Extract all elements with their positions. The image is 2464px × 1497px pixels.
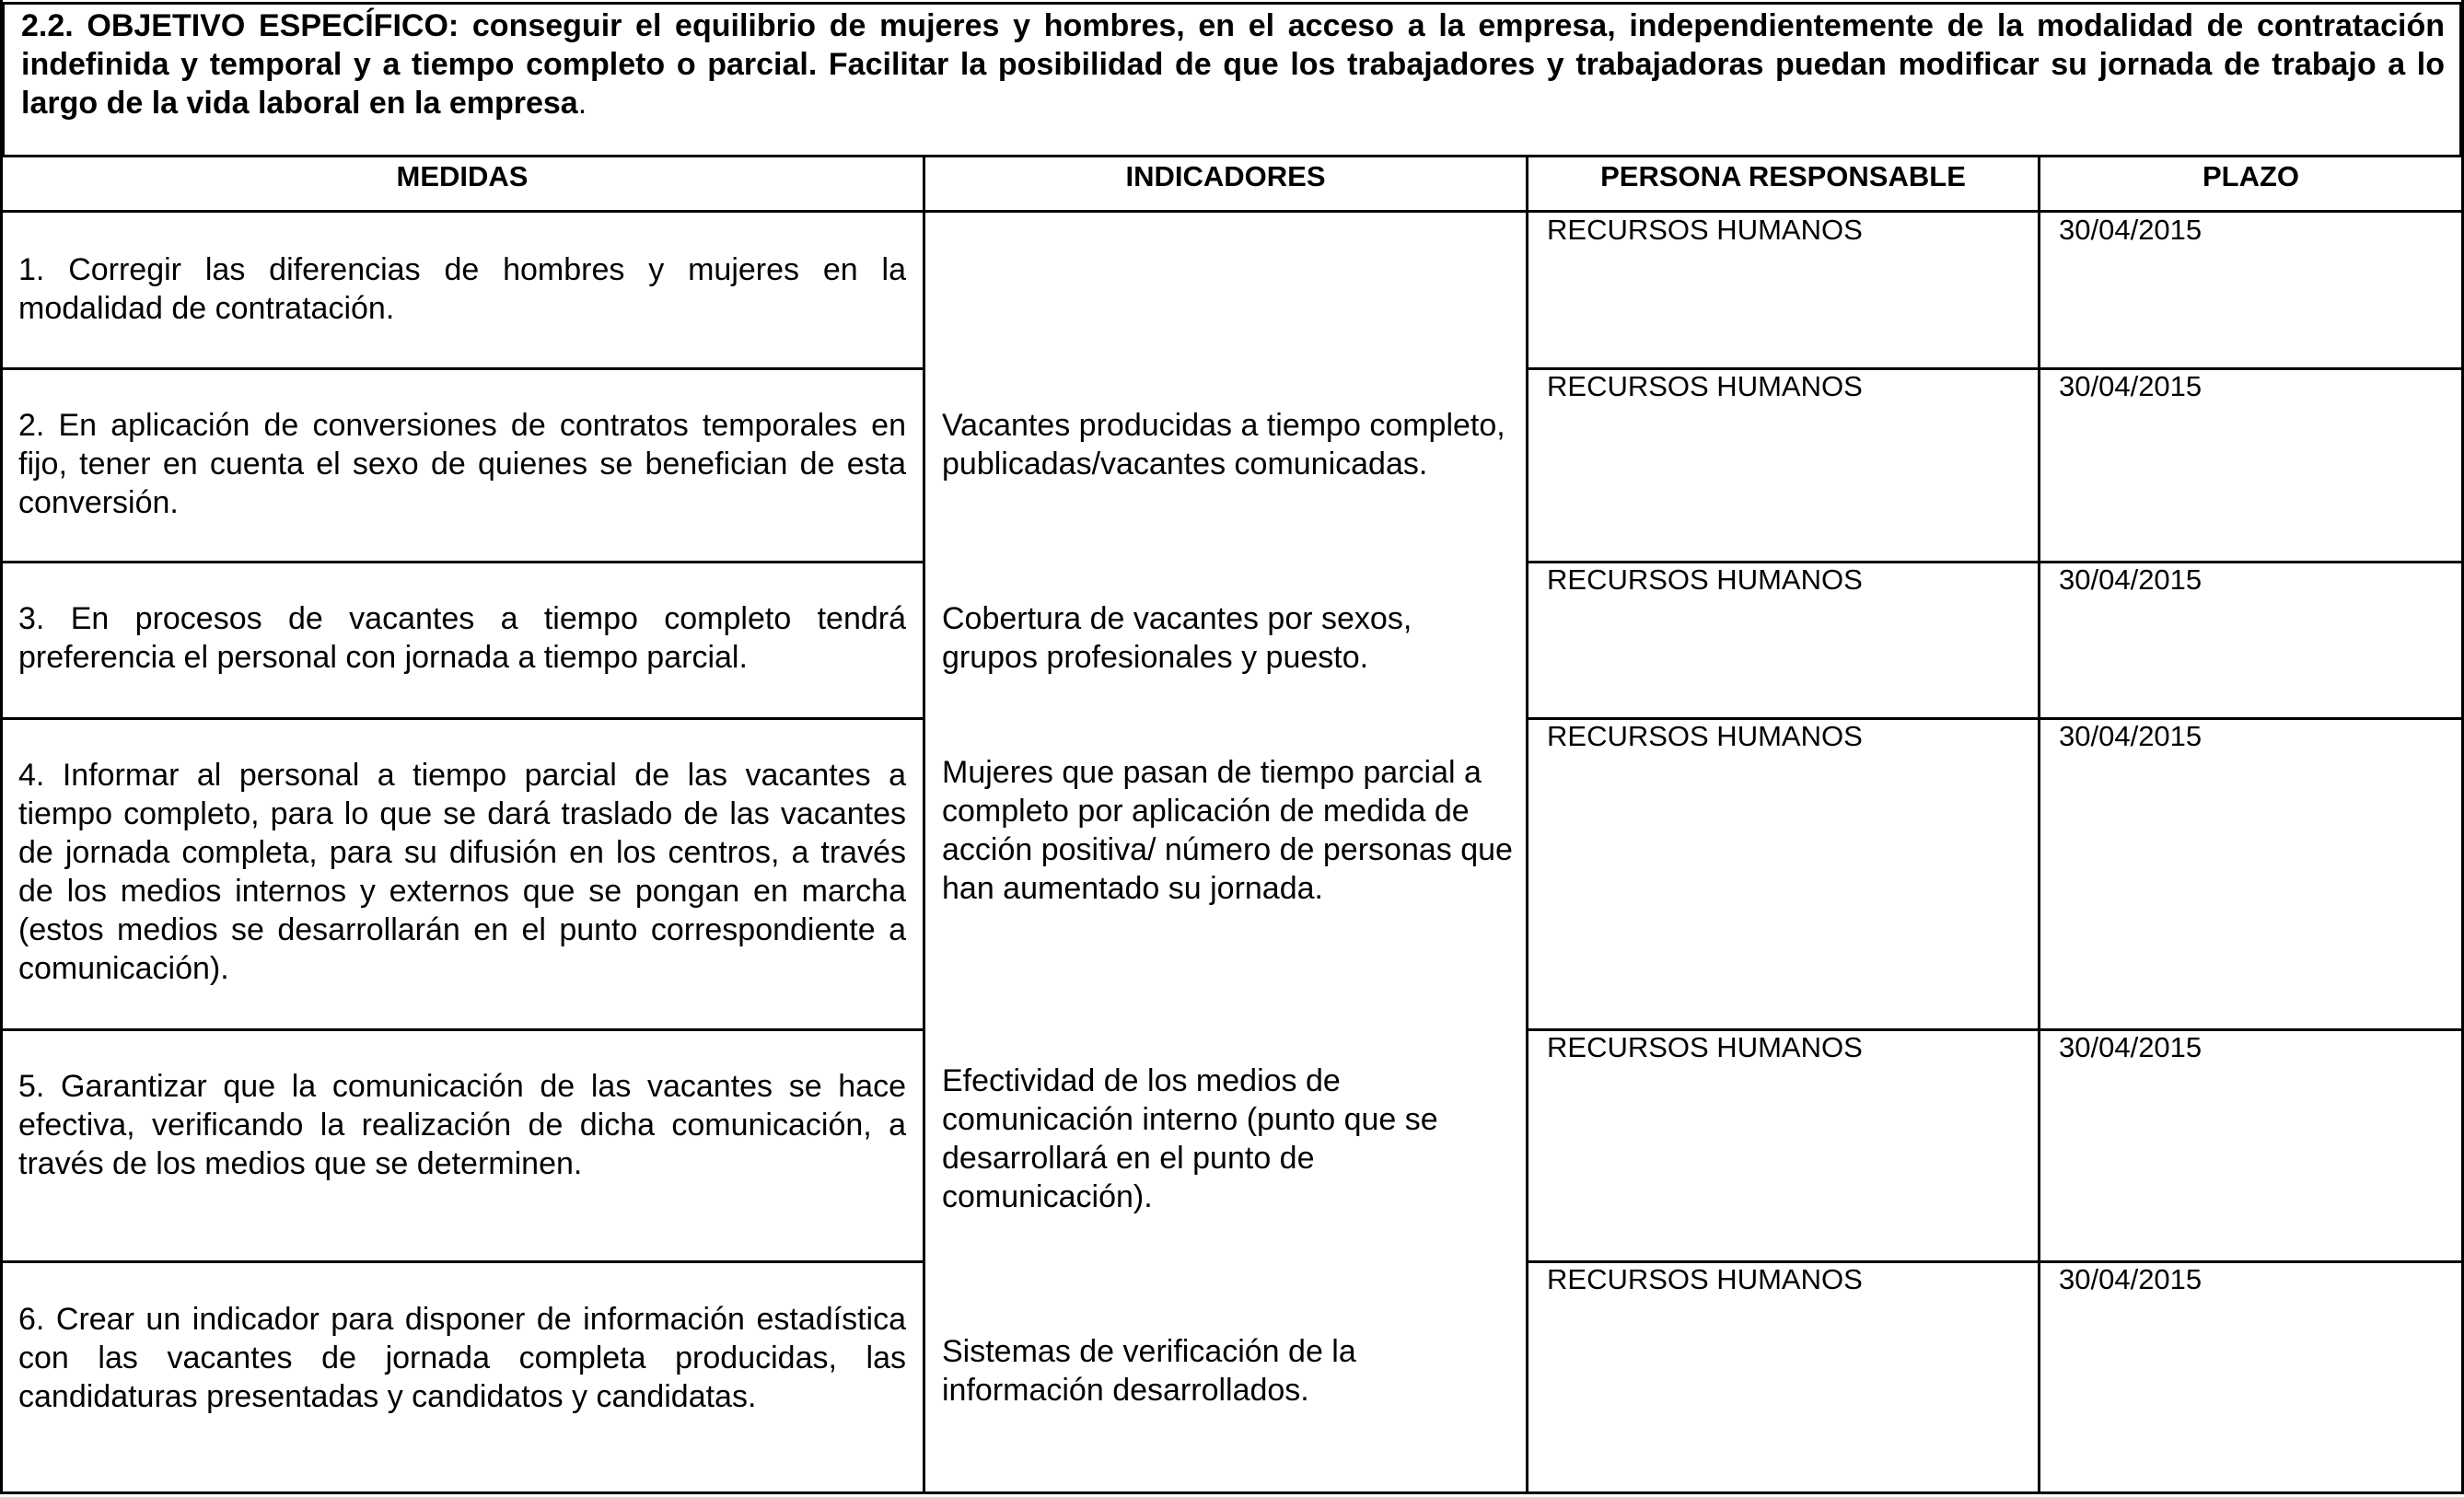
responsable-5: RECURSOS HUMANOS (1547, 1031, 1863, 1063)
responsable-6: RECURSOS HUMANOS (1547, 1263, 1863, 1295)
indicador-3: Mujeres que pasan de tiempo parcial a completo por aplicación de medida de acción positiva/ número de personas que han aumentado su jornada. (942, 755, 1513, 906)
responsable-4: RECURSOS HUMANOS (1547, 720, 1863, 752)
objective-lead: 2.2. OBJETIVO ESPECÍFICO (21, 8, 448, 43)
table-left-border (0, 0, 3, 1494)
medida-3: 3. En procesos de vacantes a tiempo completo tendrá preferencia el personal con jornada a tiempo parcial. (18, 601, 906, 675)
header-plazo: PLAZO (2202, 160, 2300, 192)
column-divider (923, 155, 925, 1494)
medida-5: 5. Garantizar que la comunicación de las vacantes se hace efectiva, verificando la realización de dicha comunicación, a través de los medios que se determinen. (18, 1069, 906, 1181)
row-divider (2, 561, 924, 563)
header-indicadores: INDICADORES (1125, 160, 1326, 192)
medida-4: 4. Informar al personal a tiempo parcial de las vacantes a tiempo completo, para lo que se dará traslado de las vacantes de jornada completa, para su difusión en los centros, a través de los medios internos y externos que se pongan en marcha (estos medios se desarrollarán en el punto correspondiente a comunicación). (18, 758, 906, 986)
indicador-1: Vacantes producidas a tiempo completo, publicadas/vacantes comunicadas. (942, 408, 1505, 482)
medida-2: 2. En aplicación de conversiones de contratos temporales en fijo, tener en cuenta el sexo de quienes se benefician de esta conversión. (18, 408, 906, 520)
column-divider (1526, 155, 1528, 1494)
plazo-2: 30/04/2015 (2059, 370, 2202, 402)
medida-1: 1. Corregir las diferencias de hombres y mujeres en la modalidad de contratación. (18, 252, 906, 326)
indicador-4: Efectividad de los medios de comunicación interno (punto que se desarrollará en el punto de comunicación). (942, 1063, 1438, 1214)
medida-6: 6. Crear un indicador para disponer de información estadística con las vacantes de jornada completa producidas, las candidaturas presentadas y candidatos y candidatas. (18, 1302, 906, 1414)
responsable-1: RECURSOS HUMANOS (1547, 214, 1863, 246)
objective-heading (2, 2, 2462, 157)
objective-tail: . (577, 86, 587, 121)
header-medidas: MEDIDAS (396, 160, 529, 192)
plazo-1: 30/04/2015 (2059, 214, 2202, 246)
objective-body: : conseguir el equilibrio de mujeres y hombres, en el acceso a la empresa, independientemente de la modalidad de contratación indefinida y temporal y a tiempo completo o parcial. Facilitar la posibilidad de que los trabajadores y trabajadoras puedan modificar su jornada de trabajo a lo largo de la vida laboral en la empresa (21, 8, 2446, 121)
indicador-5: Sistemas de verificación de la información desarrollados. (942, 1334, 1356, 1408)
responsable-2: RECURSOS HUMANOS (1547, 370, 1863, 402)
plazo-3: 30/04/2015 (2059, 563, 2202, 596)
table-bottom-border (2, 1491, 2462, 1494)
column-divider (2038, 155, 2040, 1494)
row-divider (2, 717, 924, 720)
row-divider (2, 1260, 924, 1263)
row-divider (2, 1028, 924, 1031)
plazo-4: 30/04/2015 (2059, 720, 2202, 752)
plazo-6: 30/04/2015 (2059, 1263, 2202, 1295)
plazo-5: 30/04/2015 (2059, 1031, 2202, 1063)
responsable-3: RECURSOS HUMANOS (1547, 563, 1863, 596)
indicador-2: Cobertura de vacantes por sexos, grupos profesionales y puesto. (942, 601, 1412, 675)
header-persona-responsable: PERSONA RESPONSABLE (1600, 160, 1966, 192)
table-top-border (2, 155, 2462, 157)
row-divider (2, 367, 924, 370)
